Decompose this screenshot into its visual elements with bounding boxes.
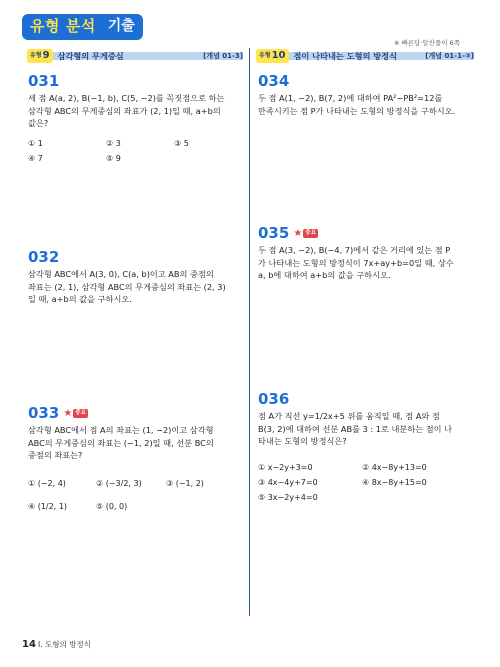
- problem-031-option-4[interactable]: ④ 7: [28, 154, 43, 163]
- section-number-badge: 유형 9: [27, 49, 53, 63]
- problem-line: 좌표는 (2, 1), 삼각형 ABC의 무게중심의 좌표는 (2, 3): [28, 281, 226, 292]
- problem-033-option-4[interactable]: ④ (1/2, 1): [28, 502, 68, 511]
- problem-032-text: [28, 268, 240, 306]
- problem-line: 값은?: [28, 118, 49, 129]
- section-title: 삼각형의 무게중심: [57, 50, 124, 61]
- problem-line: B(3, 2)에 대하여 선분 AB를 3 : 1로 내분하는 점이 나: [258, 423, 453, 434]
- chapter-title: Ⅰ. 도형의 방정식: [38, 640, 91, 649]
- problem-035-number: 035 ★ 중요: [258, 224, 316, 242]
- problem-031-text: [28, 92, 240, 130]
- problem-033-option-2[interactable]: ② (−3/2, 3): [96, 479, 142, 488]
- problem-033-text: [28, 424, 240, 462]
- problem-line: 점 A가 직선 y=1/2x+5 위를 움직일 때, 점 A와 점: [258, 411, 440, 421]
- problem-031-option-3[interactable]: ③ 5: [174, 139, 189, 148]
- problem-033-option-5[interactable]: ⑤ (0, 0): [96, 502, 128, 511]
- problem-036-text: [258, 410, 472, 448]
- star-icon: ★: [63, 407, 73, 419]
- section-concept-code: [개념 01-1-③]: [425, 51, 474, 60]
- problem-line: a, b에 대하여 a+b의 값을 구하시오.: [258, 270, 391, 281]
- problem-036-option-2[interactable]: ② 4x−8y+13=0: [362, 463, 427, 472]
- answer-reference-note: ※ 빠른답·알찬풀이 6쪽: [393, 39, 460, 47]
- column-divider: [249, 48, 250, 616]
- problem-line: ABC의 무게중심의 좌표는 (−1, 2)일 때, 선분 BC의: [28, 437, 214, 448]
- problem-033-number: 033 ★ 중요: [28, 404, 86, 422]
- problem-036-option-3[interactable]: ③ 4x−4y+7=0: [258, 478, 318, 487]
- section-concept-code: [개념 01-3]: [203, 51, 243, 60]
- problem-line: 두 점 A(3, −2), B(−4, 7)에서 같은 거리에 있는 점 P: [258, 245, 451, 255]
- page-number: 14: [22, 639, 36, 650]
- problem-034-text: [258, 92, 472, 117]
- important-marker: ★ 중요: [293, 226, 318, 242]
- problem-line: 만족시키는 점 P가 나타내는 도형의 방정식을 구하시오.: [258, 105, 456, 116]
- problem-031-option-2[interactable]: ② 3: [106, 139, 121, 148]
- badge-main-label: 유형 분석: [30, 17, 96, 36]
- problem-031-option-5[interactable]: ⑤ 9: [106, 154, 121, 163]
- problem-line: 일 때, a+b의 값을 구하시오.: [28, 294, 132, 305]
- problem-036-option-1[interactable]: ① x−2y+3=0: [258, 463, 313, 472]
- problem-line: 삼각형 ABC의 무게중심의 좌표가 (2, 1)일 때, a+b의: [28, 105, 221, 116]
- problem-line: 삼각형 ABC에서 A(3, 0), C(a, b)이고 AB의 중점의: [28, 269, 214, 279]
- star-icon: ★: [293, 227, 303, 239]
- type-analysis-badge: [22, 14, 143, 40]
- problem-036-option-5[interactable]: ⑤ 3x−2y+4=0: [258, 493, 318, 502]
- important-marker: ★ 중요: [63, 406, 88, 422]
- problem-line: 세 점 A(a, 2), B(−1, b), C(5, −2)를 꼭짓점으로 하는: [28, 93, 225, 103]
- problem-line: 타내는 도형의 방정식은?: [258, 436, 347, 447]
- problem-line: 가 나타내는 도형의 방정식이 7x+ay+b=0일 때, 상수: [258, 257, 454, 268]
- problem-034-number: 034: [258, 72, 290, 90]
- section-header-type-9: [27, 49, 243, 63]
- problem-032-number: 032: [28, 248, 60, 266]
- section-title: 점이 나타내는 도형의 방정식: [293, 50, 397, 61]
- problem-033-option-1[interactable]: ① (−2, 4): [28, 479, 66, 488]
- badge-sub-label: 기출: [107, 18, 135, 35]
- problem-035-text: [258, 244, 472, 282]
- problem-031-number: 031: [28, 72, 60, 90]
- problem-line: 삼각형 ABC에서 점 A의 좌표는 (1, −2)이고 삼각형: [28, 425, 214, 435]
- section-number-badge: 유형 10: [256, 49, 289, 63]
- section-header-type-10: [256, 49, 474, 63]
- problem-031-option-1[interactable]: ① 1: [28, 139, 43, 148]
- problem-033-option-3[interactable]: ③ (−1, 2): [166, 479, 204, 488]
- problem-036-option-4[interactable]: ④ 8x−8y+15=0: [362, 478, 427, 487]
- problem-line: 중점의 좌표는?: [28, 450, 83, 461]
- problem-line: 두 점 A(1, −2), B(7, 2)에 대하여 PA²−PB²=12를: [258, 93, 443, 103]
- problem-036-number: 036: [258, 390, 290, 408]
